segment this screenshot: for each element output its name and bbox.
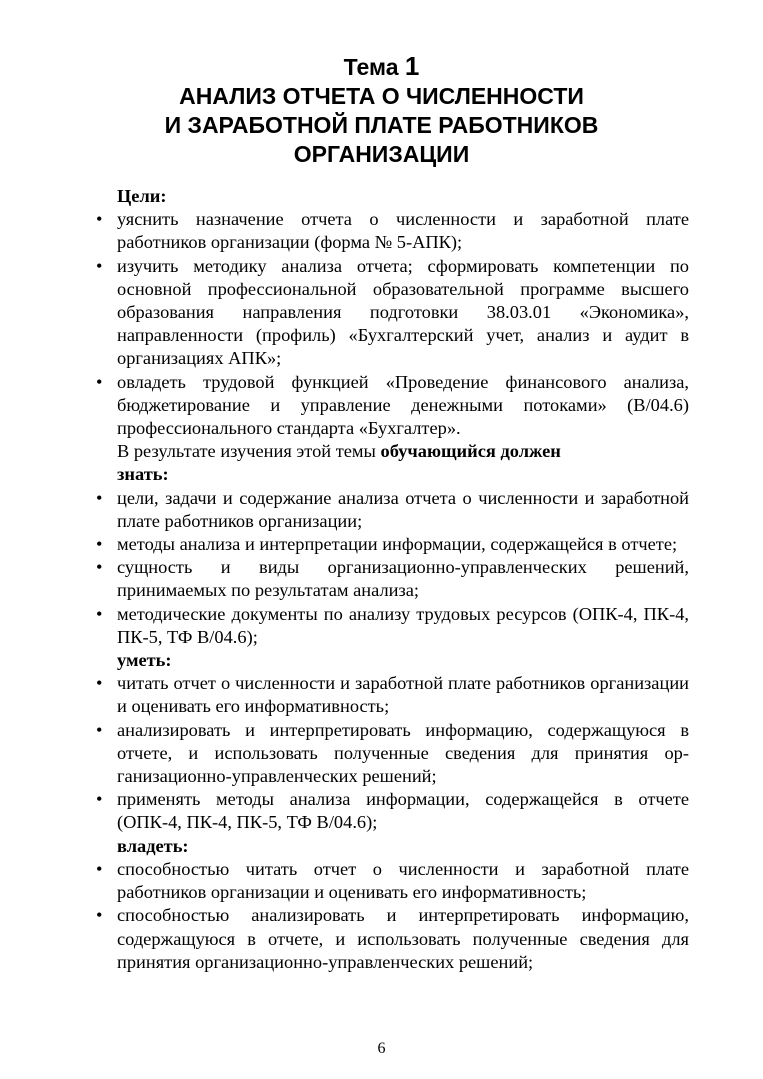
title-line-3: ОРГАНИЗАЦИИ [293,141,470,167]
bullet-icon: • [96,673,103,694]
result-intro [117,440,689,463]
bullet-icon: • [96,603,103,624]
result-bold: обучающийся должен [380,441,561,462]
result-text: В результате изучения этой темы [117,441,381,462]
own-item-text: способностью анализировать и интерпретировать информацию, содержащуюся в отчете, и использовать полученные сведения для принятия организационно-управленческих решений; [117,905,689,972]
can-item-text: читать отчет о численности и заработной плате работников организации и оценивать его информативность; [117,673,689,717]
own-list [96,858,689,974]
goal-item-text: овладеть трудовой функцией «Проведение финансового анализа, бюджетирование и управление денежными потоками» (В/04.6) профессионального стандарта «Бухгалтер». [117,371,689,439]
own-label: владеть: [117,835,189,856]
know-list [96,487,689,649]
bullet-icon: • [96,719,103,740]
list-item [96,904,689,974]
list-item [96,533,689,556]
list-item [96,719,689,789]
bullet-icon: • [96,371,103,392]
can-label: уметь: [117,650,172,671]
list-item [96,487,689,533]
know-item-text: цели, задачи и содержание анализа отчета о численности и заработной плате работников организации; [117,487,689,531]
list-item [96,672,689,718]
can-item-text: анализировать и интерпретировать информацию, содержащуюся в отчете, и использовать полученные сведения для принятия организационно-управленческих решений; [117,719,689,787]
bullet-icon: • [96,789,103,810]
title-line-1: АНАЛИЗ ОТЧЕТА О ЧИСЛЕННОСТИ [179,83,584,109]
list-item [96,788,689,834]
can-item-text: применять методы анализа информации, содержащейся в отчете (ОПК-4, ПК-4, ПК-5, ТФ В/04.6); [117,789,689,833]
goals-label: Цели: [117,186,167,206]
own-item-text: способностью читать отчет о численности и заработной плате работников организации и оценивать его информативность; [117,858,689,903]
goals-list [96,208,689,440]
bullet-icon: • [96,905,103,926]
list-item [96,255,689,371]
bullet-icon: • [96,209,103,230]
bullet-icon: • [96,557,103,578]
know-item-text: сущность и виды организационно-управленческих решений, принимаемых по результатам анализа; [117,557,689,601]
bullet-icon: • [96,487,103,508]
goal-item-text: уяснить назначение отчета о численности и заработной плате работников организации (форма № 5-АПК); [117,209,689,253]
main-content [96,185,689,974]
know-label: знать: [117,464,169,485]
list-item [96,556,689,602]
list-item [96,858,689,904]
know-item-text: методы анализа и интерпретации информации, содержащейся в отчете; [117,534,678,555]
title-line-2: И ЗАРАБОТНОЙ ПЛАТЕ РАБОТНИКОВ [164,112,599,138]
bullet-icon: • [96,534,103,555]
list-item [96,371,689,441]
list-item [96,603,689,649]
theme-prefix: Тема [343,54,405,80]
list-item [96,208,689,254]
theme-number: 1 [404,51,420,81]
know-item-text: методические документы по анализу трудовых ресурсов (ОПК-4, ПК-4, ПК-5, ТФ В/04.6); [117,603,689,647]
can-list [96,672,689,834]
page-title [0,52,763,169]
bullet-icon: • [96,858,103,879]
goal-item-text: изучить методику анализа отчета; сформировать компетенции по основной профессиональной образовательной программе высшего образования направления подготовки 38.03.01 «Экономика», направленности (профиль) «Бухгалтерский учет, анализ и аудит в организациях АПК»; [117,255,689,369]
page-number: 6 [377,1040,386,1057]
bullet-icon: • [96,255,103,276]
theme-heading [0,52,763,82]
